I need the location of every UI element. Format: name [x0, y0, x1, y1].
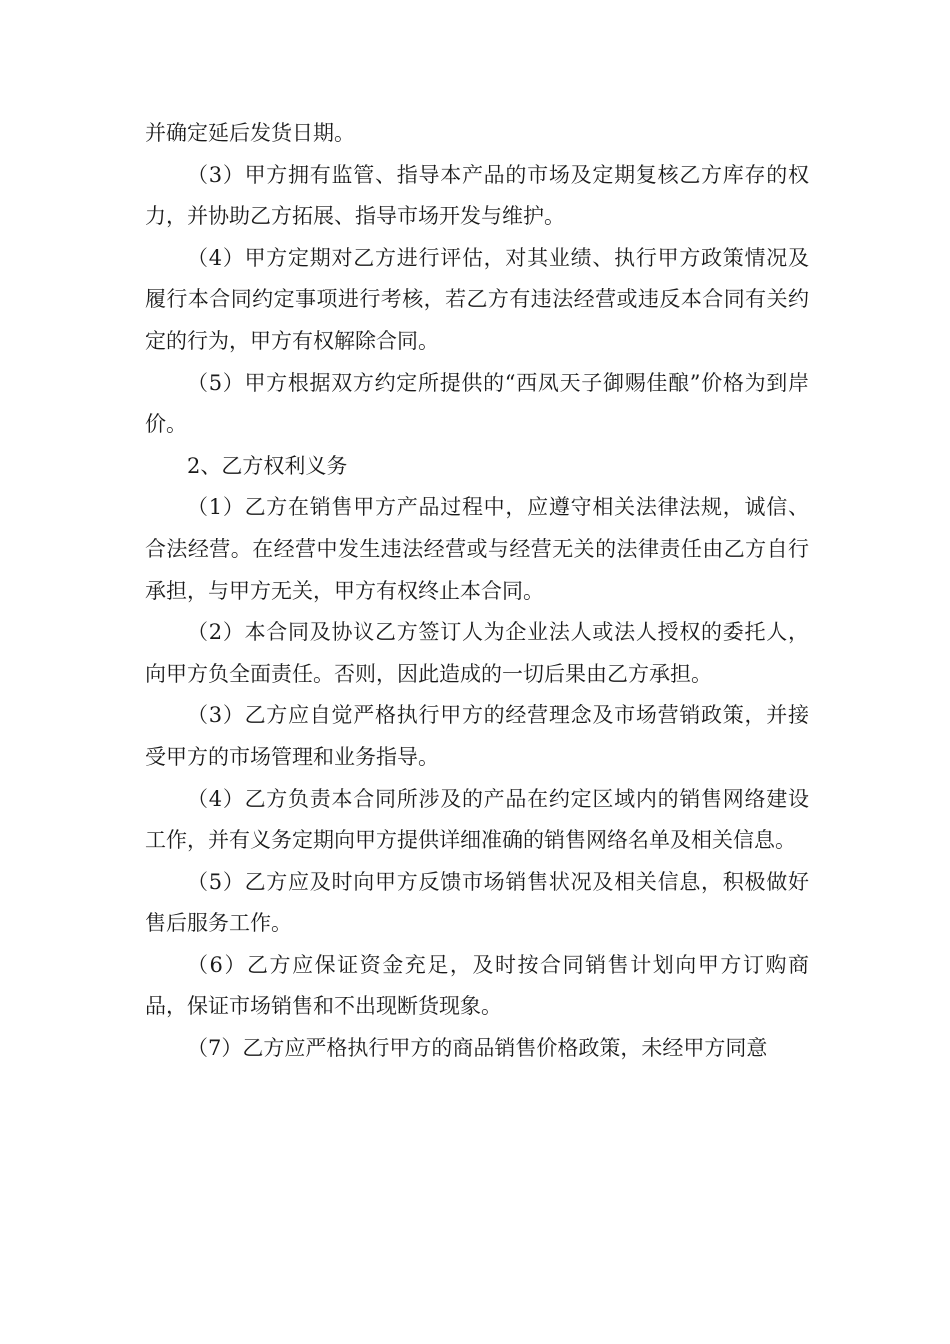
- paragraph-clause-b7: （7）乙方应严格执行甲方的商品销售价格政策，未经甲方同意: [187, 1036, 768, 1061]
- paragraph-continuation: 并确定延后发货日期。: [145, 121, 355, 145]
- paragraph-clause-b4: （4）乙方负责本合同所涉及的产品在约定区域内的销售网络建设工作，并有义务定期向甲方提供详细准确的销售网络名单及相关信息。: [145, 786, 809, 853]
- paragraph-clause-b2: （2）本合同及协议乙方签订人为企业法人或法人授权的委托人，向甲方负全面责任。否则，因此造成的一切后果由乙方承担。: [145, 620, 809, 686]
- section-heading-party-b: 2、乙方权利义务: [187, 453, 348, 478]
- document-body: [145, 113, 809, 1070]
- paragraph-clause-a3: （3）甲方拥有监管、指导本产品的市场及定期复核乙方库存的权力，并协助乙方拓展、指导市场开发与维护。: [145, 162, 809, 229]
- paragraph-clause-a4: （4）甲方定期对乙方进行评估，对其业绩、执行甲方政策情况及履行本合同约定事项进行考核，若乙方有违法经营或违反本合同有关约定的行为，甲方有权解除合同。: [145, 245, 809, 353]
- paragraph-clause-b3: （3）乙方应自觉严格执行甲方的经营理念及市场营销政策，并接受甲方的市场管理和业务指导。: [145, 703, 809, 769]
- paragraph-clause-b5: （5）乙方应及时向甲方反馈市场销售状况及相关信息，积极做好售后服务工作。: [145, 869, 809, 936]
- paragraph-clause-b1: （1）乙方在销售甲方产品过程中，应遵守相关法律法规，诚信、合法经营。在经营中发生违法经营或与经营无关的法律责任由乙方自行承担，与甲方无关，甲方有权终止本合同。: [145, 495, 809, 603]
- paragraph-clause-a5: （5）甲方根据双方约定所提供的“西凤天子御赐佳酿”价格为到岸价。: [145, 370, 809, 437]
- paragraph-clause-b6: （6）乙方应保证资金充足，及时按合同销售计划向甲方订购商品，保证市场销售和不出现断货现象。: [145, 952, 809, 1019]
